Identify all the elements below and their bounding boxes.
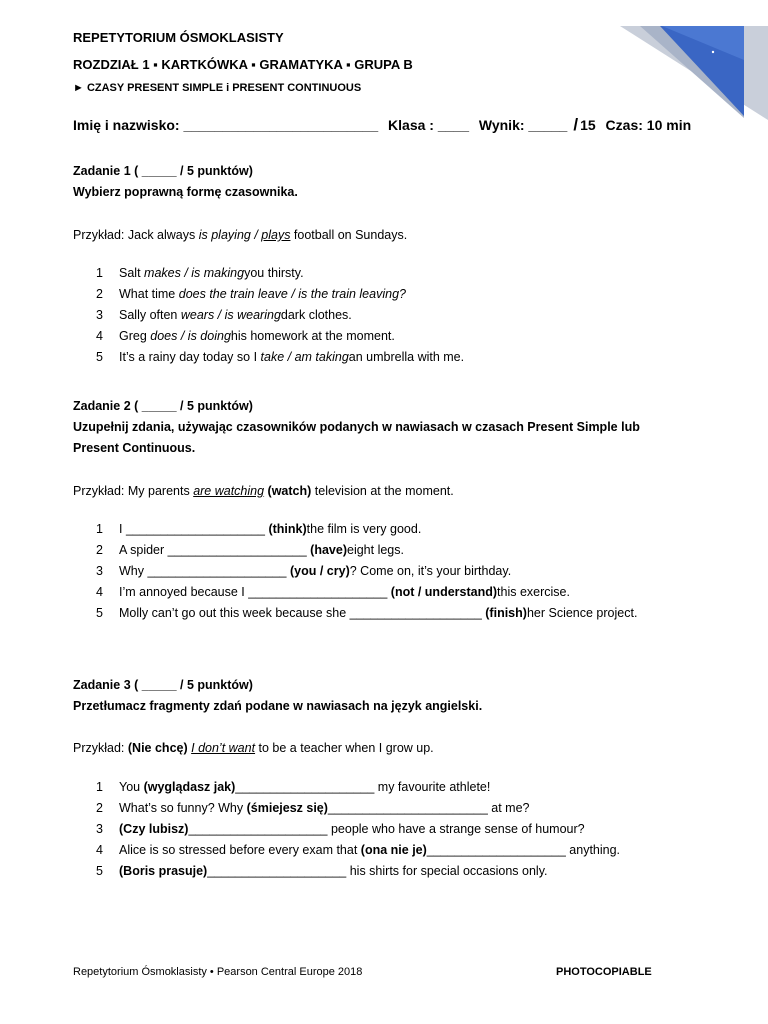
list-item[interactable]: 4 Alice is so stressed before every exam that (ona nie je) ____________________ anything. xyxy=(96,843,621,857)
list-item[interactable]: 1 You (wyglądasz jak) ____________________ my favourite athlete! xyxy=(96,780,491,794)
task2-title: Zadanie 2 ( _____ / 5 punktów) xyxy=(73,399,253,413)
task1-example: Przykład: Jack always is playing / plays football on Sundays. xyxy=(73,228,408,242)
task3-example: Przykład: (Nie chcę) I don’t want to be a teacher when I grow up. xyxy=(73,741,434,755)
task2-instruction: Uzupełnij zdania, używając czasowników podanych w nawiasach w czasach Present Simple lub Present Continuous. xyxy=(73,420,640,455)
footer-copyright: Repetytorium Ósmoklasisty • Pearson Central Europe 2018 xyxy=(73,966,363,978)
score-max: 15 xyxy=(580,117,596,133)
task2-items xyxy=(73,522,637,627)
score-field[interactable]: Wynik: _____ xyxy=(478,117,568,133)
list-item[interactable]: 4 Greg does / is doing his homework at the moment. xyxy=(96,329,395,343)
task1-instruction: Wybierz poprawną formę czasownika. xyxy=(73,185,298,199)
list-item[interactable]: 1 I ____________________ (think) the film is very good. xyxy=(96,522,422,536)
worksheet-subtitle: ROZDZIAŁ 1 ▪ KARTKÓWKA ▪ GRAMATYKA ▪ GRUPA B xyxy=(73,57,413,72)
list-item[interactable]: 2 What time does the train leave / is the train leaving ? xyxy=(96,287,406,301)
list-item[interactable]: 3 Sally often wears / is wearing dark clothes. xyxy=(96,308,352,322)
task1-items xyxy=(73,266,464,371)
footer-photocopiable: PHOTOCOPIABLE xyxy=(556,966,652,978)
list-item[interactable]: 2 A spider ____________________ (have) eight legs. xyxy=(96,543,404,557)
list-item[interactable]: 1 Salt makes / is making you thirsty. xyxy=(96,266,304,280)
task1-title: Zadanie 1 ( _____ / 5 punktów) xyxy=(73,164,253,178)
worksheet-topic: ► CZASY PRESENT SIMPLE i PRESENT CONTINUOUS xyxy=(73,82,362,94)
list-item[interactable]: 5 (Boris prasuje) ____________________ his shirts for special occasions only. xyxy=(96,864,548,878)
task2-example: Przykład: My parents are watching (watch) television at the moment. xyxy=(73,484,454,498)
time-limit: Czas: 10 min xyxy=(605,117,692,133)
task3-instruction: Przetłumacz fragmenty zdań podane w nawiasach na język angielski. xyxy=(73,699,483,713)
list-item[interactable]: 2 What’s so funny? Why (śmiejesz się) _______________________ at me? xyxy=(96,801,530,815)
worksheet-title: REPETYTORIUM ÓSMOKLASISTY xyxy=(73,30,284,45)
student-info-line xyxy=(73,115,697,135)
list-item[interactable]: 3 Why ____________________ (you / cry) ? Come on, it’s your birthday. xyxy=(96,564,512,578)
list-item[interactable]: 3 (Czy lubisz) ____________________ people who have a strange sense of humour? xyxy=(96,822,585,836)
list-item[interactable]: 5 It’s a rainy day today so I take / am taking an umbrella with me. xyxy=(96,350,465,364)
list-item[interactable]: 5 Molly can’t go out this week because she ___________________ (finish) her Science project. xyxy=(96,606,638,620)
task3-items xyxy=(73,780,620,885)
task3-title: Zadanie 3 ( _____ / 5 punktów) xyxy=(73,678,253,692)
list-item[interactable]: 4 I’m annoyed because I ____________________ (not / understand) this exercise. xyxy=(96,585,570,599)
name-field[interactable]: Imię i nazwisko: _________________________ xyxy=(73,117,379,133)
class-field[interactable]: Klasa : ____ xyxy=(388,117,469,133)
score-slash: / xyxy=(573,115,579,134)
